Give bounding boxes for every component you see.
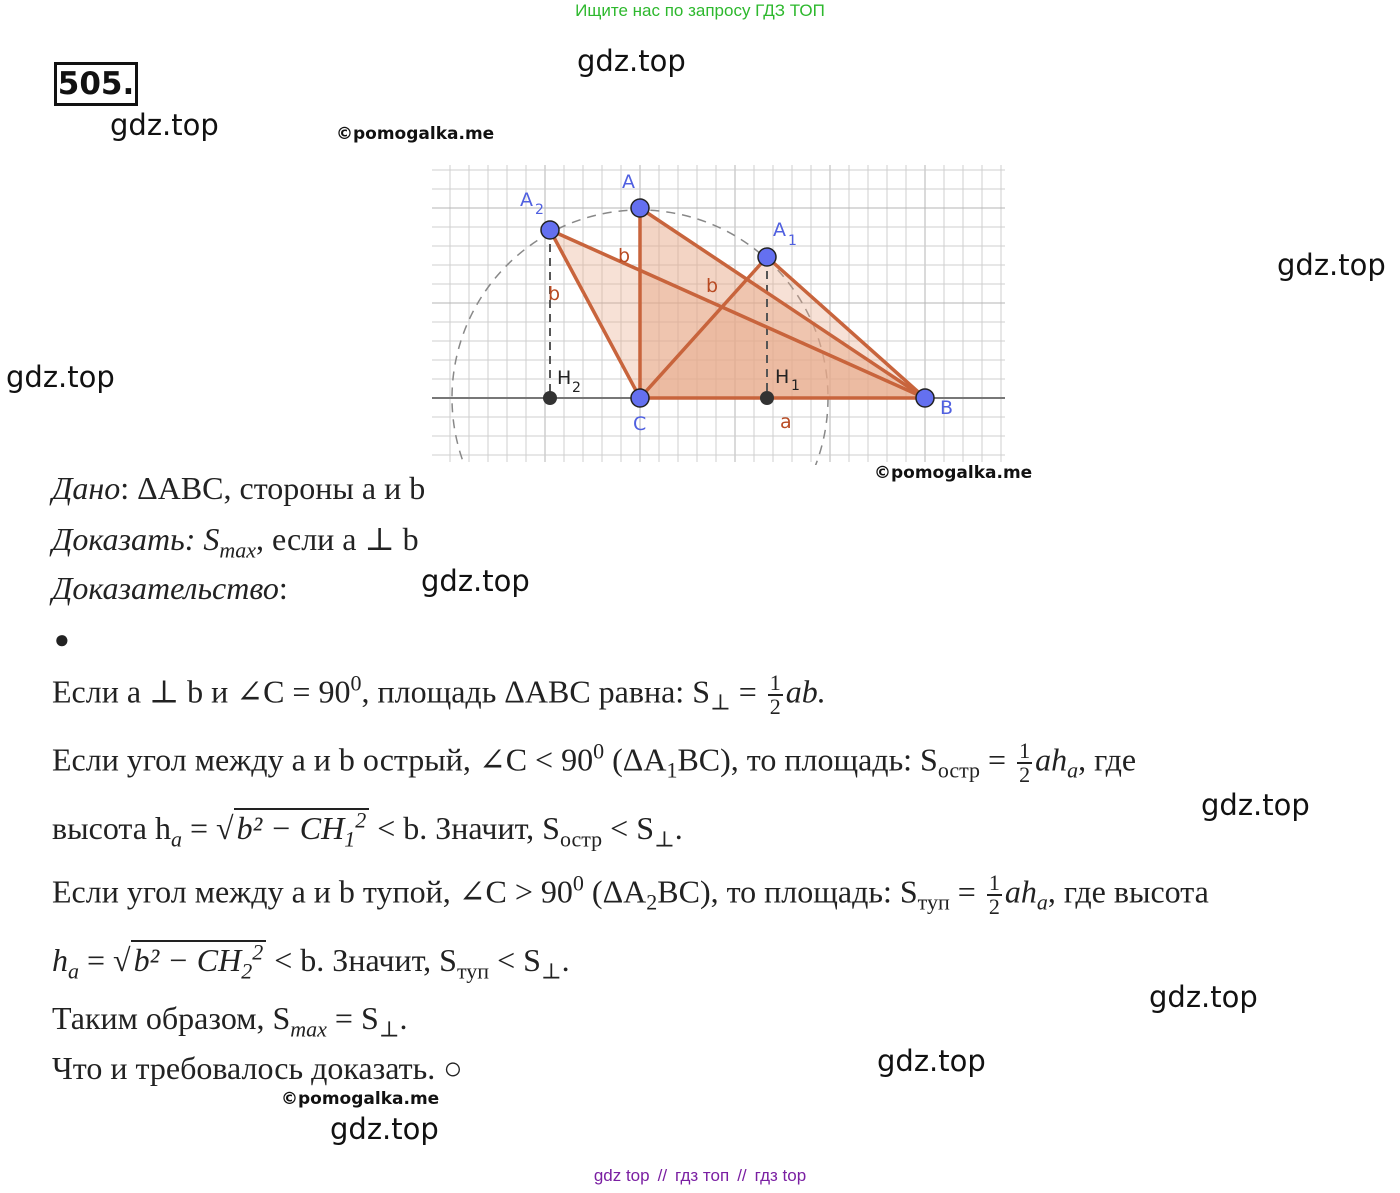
- paragraph-acute-height: высота $h_a = √b^2 - CH_1^2 < b$. Значит, $S_{остр} < S_\perp$.: [52, 807, 683, 852]
- prove-label: Доказать: [52, 521, 185, 557]
- watermark: gdz.top: [1277, 248, 1386, 282]
- label-a2: A: [520, 189, 533, 211]
- label-a1-sub: 1: [788, 233, 797, 249]
- label-h1: H: [775, 366, 790, 388]
- watermark: gdz.top: [421, 564, 530, 598]
- label-side-a: a: [780, 411, 792, 433]
- label-h1-sub: 1: [791, 378, 800, 394]
- label-side-b: b: [548, 283, 561, 305]
- footer-links: gdz top // гдз топ // гдз top: [593, 1166, 807, 1185]
- square-root: $b^2 - CH_2^2$: [131, 940, 267, 978]
- fraction: $\frac{1}{2}$: [988, 870, 1000, 919]
- given-line: [52, 470, 425, 507]
- copyright-mark: ©pomogalka.me: [874, 463, 1033, 483]
- prove-line: Доказать: $S_{max}$, если a ⊥ b: [52, 521, 419, 563]
- label-c: C: [633, 413, 647, 435]
- proof-line: Доказательство:: [52, 570, 288, 606]
- given-body: : ΔABC, стороны a и b: [120, 470, 426, 506]
- label-b: B: [940, 397, 954, 419]
- given-label: Дано: [52, 470, 121, 506]
- footer-link[interactable]: гдз топ: [675, 1166, 730, 1185]
- copyright-mark: ©pomogalka.me: [336, 124, 495, 144]
- paragraph-qed: Что и требовалось доказать. ○: [52, 1050, 463, 1086]
- point-h2: [543, 391, 557, 405]
- fraction: $\frac{1}{2}$: [769, 670, 781, 719]
- triangle-figure: [428, 160, 1008, 465]
- label-side-b: b: [706, 275, 719, 297]
- point-h1: [760, 391, 774, 405]
- point-b: [916, 389, 934, 407]
- proof-label: Доказательство: [52, 570, 279, 606]
- point-a1: [758, 248, 776, 266]
- label-h2: H: [557, 367, 572, 389]
- label-a1: A: [773, 219, 786, 241]
- paragraph-obtuse-height: $h_a = √b^2 - CH_2^2 < b$. Значит, $S_{туп} < S_\perp$.: [52, 939, 570, 984]
- watermark: gdz.top: [877, 1044, 986, 1078]
- top-banner: Ищите нас по запросу ГДЗ ТОП: [575, 1, 825, 20]
- paragraph-acute: Если угол между a и b острый, ∠C < $90^0$ $(\Delta A_1BC)$, то площадь: $S_{остр}$ = $\frac{1}{2}$ $ah_a$, где: [52, 738, 1137, 787]
- square-root: $b^2 - CH_1^2$: [234, 808, 370, 846]
- label-side-b: b: [618, 245, 631, 267]
- paragraph-obtuse: Если угол между a и b тупой, ∠C > $90^0$ $(\Delta A_2BC)$, то площадь: $S_{туп}$ = $\frac{1}{2}$ $ah_a$, где высота: [52, 870, 1209, 919]
- point-c: [631, 389, 649, 407]
- copyright-mark: ©pomogalka.me: [281, 1089, 440, 1109]
- footer-link[interactable]: гдз top: [754, 1166, 807, 1185]
- problem-number: 505.: [54, 62, 138, 106]
- watermark: gdz.top: [1201, 788, 1310, 822]
- point-a2: [541, 221, 559, 239]
- label-h2-sub: 2: [572, 380, 581, 396]
- watermark: gdz.top: [1149, 980, 1258, 1014]
- fraction: $\frac{1}{2}$: [1019, 738, 1031, 787]
- watermark: gdz.top: [577, 44, 686, 78]
- footer-link[interactable]: gdz top: [593, 1166, 650, 1185]
- watermark: gdz.top: [6, 360, 115, 394]
- paragraph-conclusion: Таким образом, $S_{max} = S_\perp$.: [52, 1000, 408, 1042]
- point-a: [631, 199, 649, 217]
- watermark: gdz.top: [110, 108, 219, 142]
- label-a2-sub: 2: [535, 202, 544, 218]
- label-a: A: [622, 171, 635, 193]
- watermark: gdz.top: [330, 1112, 439, 1146]
- bullet: ●: [54, 625, 70, 654]
- paragraph-right-angle: Если a ⊥ b и ∠C = $90^0$, площадь ΔABC равна: $S_\perp$ = $\frac{1}{2}$ ab.: [52, 670, 826, 719]
